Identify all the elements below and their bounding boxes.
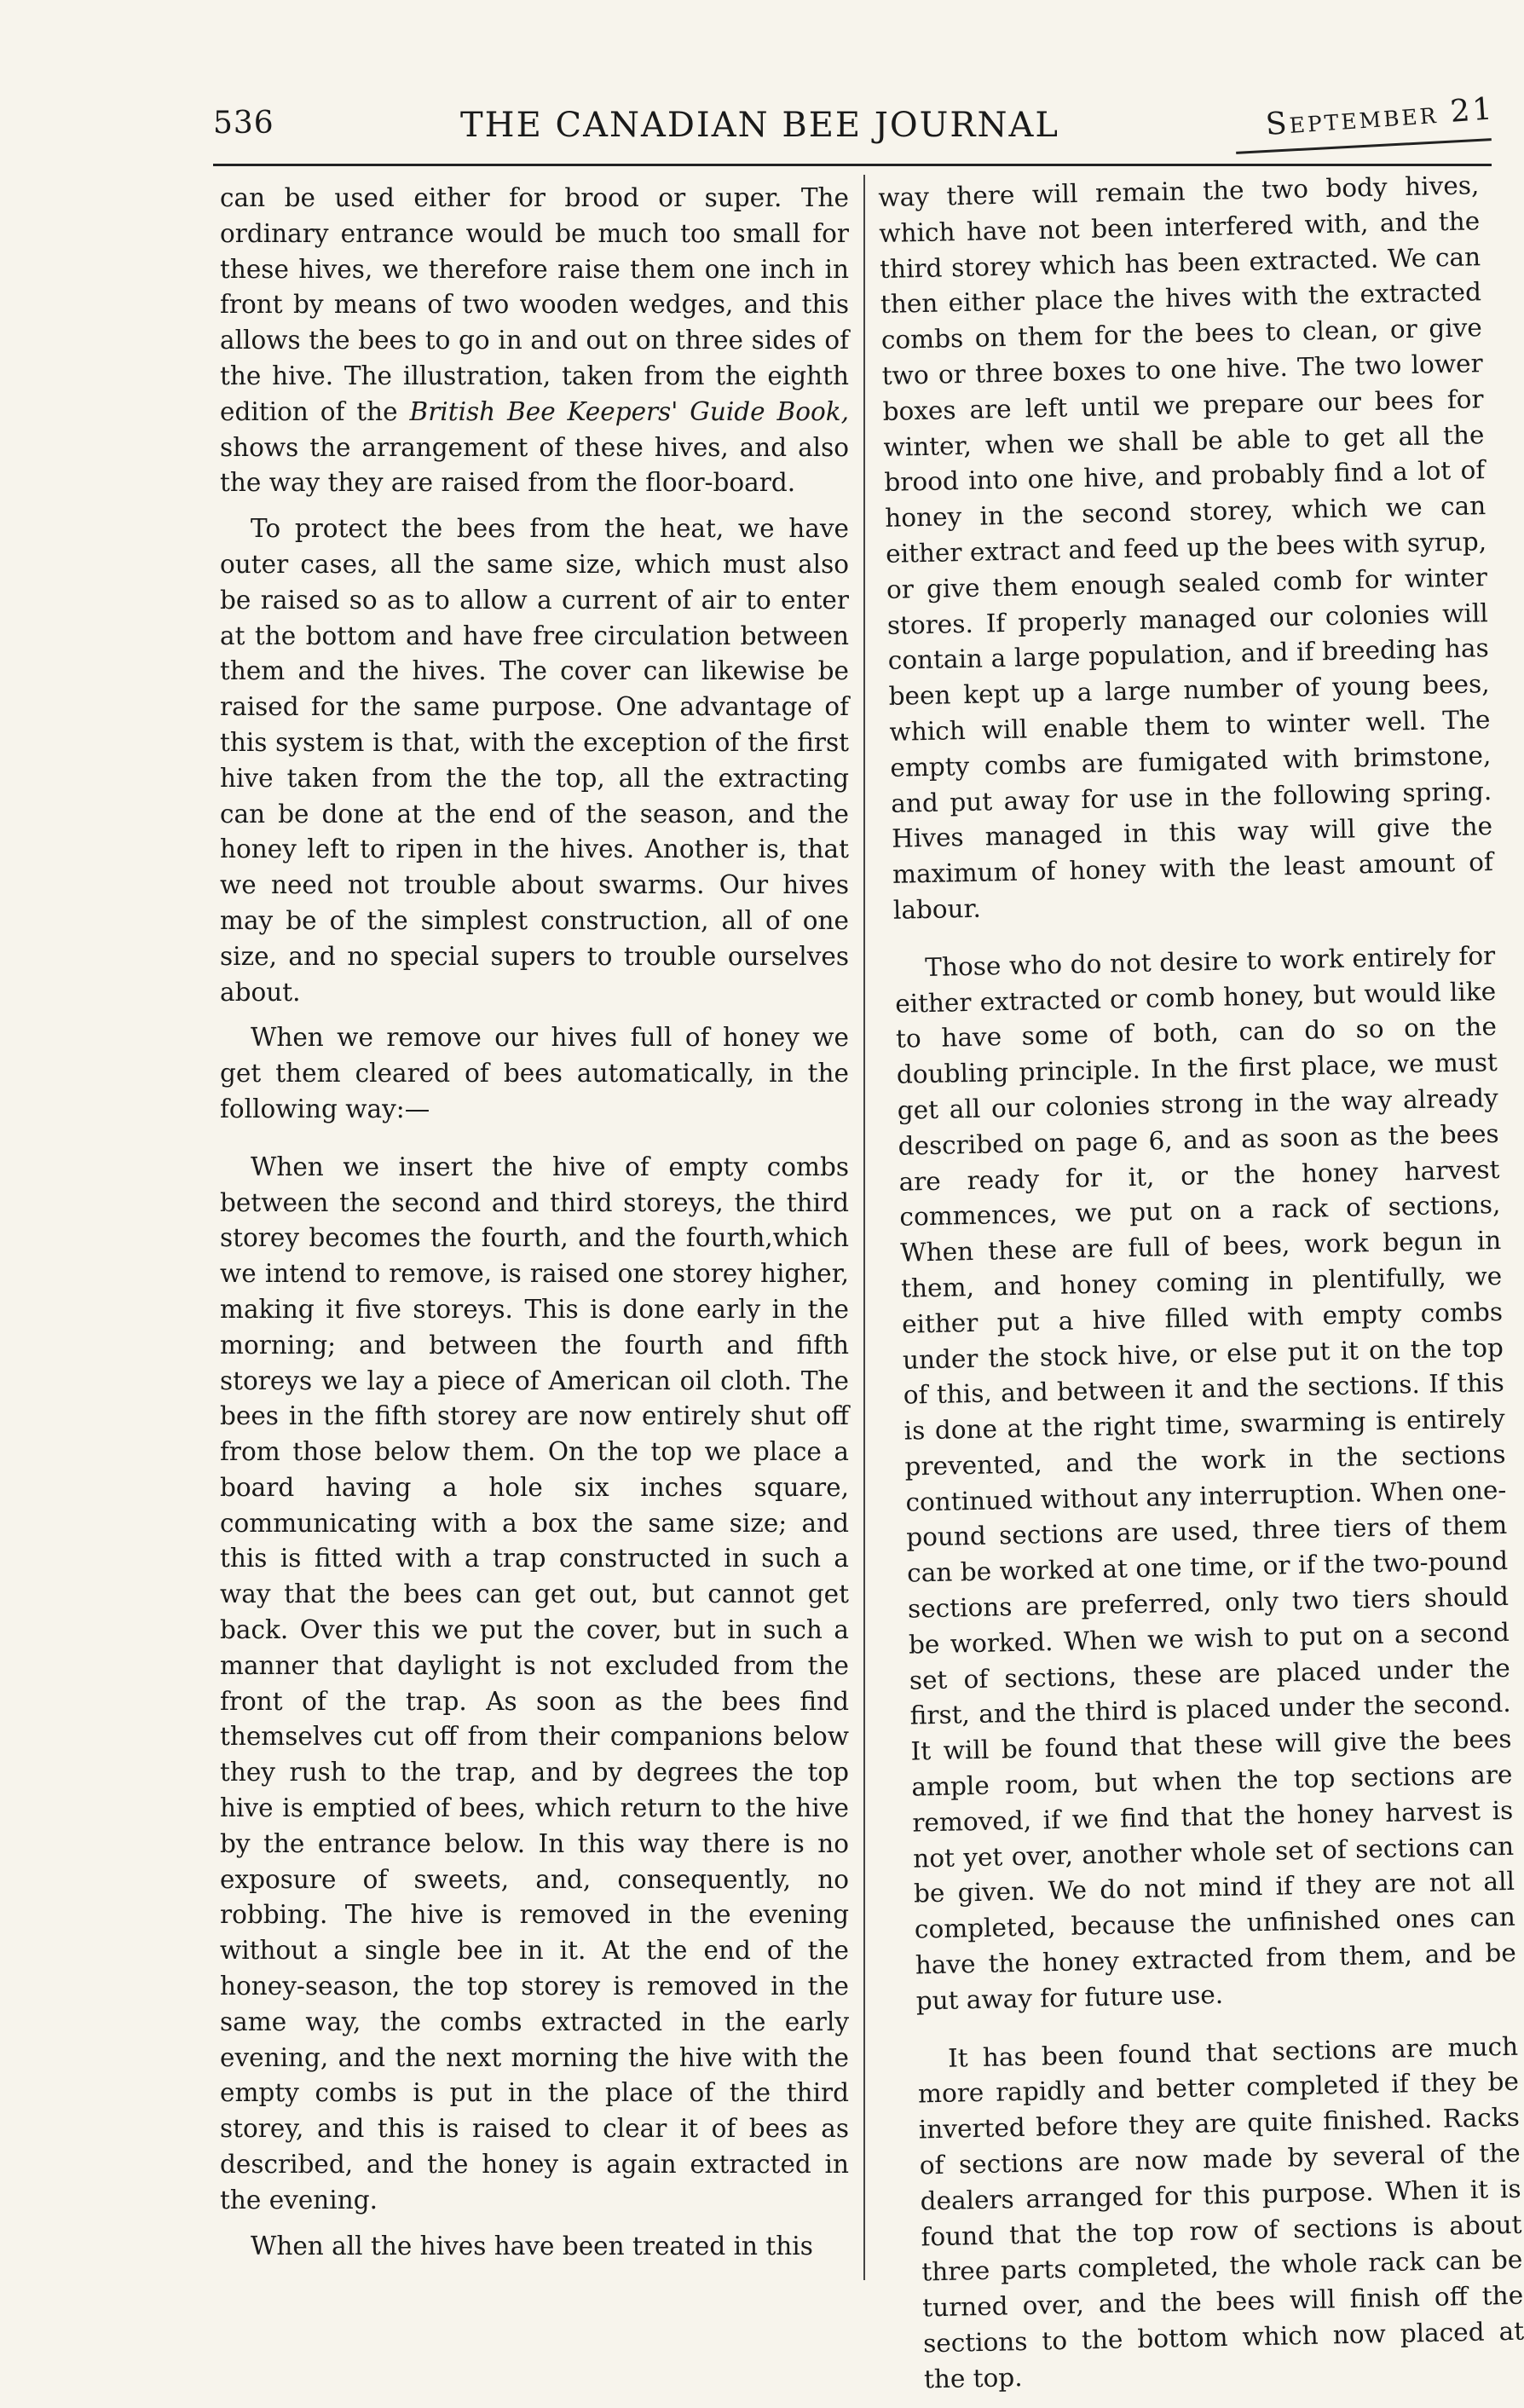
right-paragraph-1: way there will remain the two body hives, which have not been interfered with, and the third storey which has been extracted. We can then either place the hives with the extracted combs on them for the bees to clean, or give two or three boxes to one hive. The two lower boxes are left until we prepare our bees for winter, when we shall be able to get all the brood into one hive, and probably find a lot of honey in the second storey, which we can either extract and feed up the bees with syrup, or give them enough sealed comb for winter stores. If properly managed our colonies will contain a large population, and if breeding has been kept up a large number of young bees, which will enable them to winter well. The empty combs are fumigated with brimstone, and put away for use in the following spring. Hives managed in this way will give the maximum of honey with the least amount of labour.: [878, 170, 1494, 925]
left-column: [220, 181, 849, 2274]
left-paragraph-2: To protect the bees from the heat, we have outer cases, all the same size, which must also be raised so as to allow a current of air to enter at the bottom and have free circulation between them and the hives. The cover can likewise be raised for the same purpose. One advantage of this system is that, with the exception of the first hive taken from the the top, all the extracting can be done at the end of the season, and the honey left to ripen in the hives. Another is, that we need not trouble about swarms. Our hives may be of the simplest construction, all of one size, and no special supers to trouble ourselves about.: [220, 514, 849, 1007]
page-header: [213, 91, 1496, 153]
issue-date: September 21: [1264, 91, 1496, 142]
left-paragraph-1: can be used either for brood or super. The ordinary entrance would be much too small for these hives, we therefore raise them one inch in front by means of two wooden wedges, and this allows the bees to go in and out on three sides of the hive. The illustration, taken from the eighth edition of the British Bee Keepers' Guide Book, shows the arrangement of these hives, and also the way they are raised from the floor-board.: [220, 183, 849, 498]
right-paragraph-2: Those who do not desire to work entirely for either extracted or comb honey, but would like to have some of both, can do so on the doubling principle. In the first place, we must get all our colonies strong in the way already described on page 6, and as soon as the bees are ready for it, or the honey harvest commences, we put on a rack of sections, When these are full of bees, work begun in them, and honey coming in plentifully, we either put a hive filled with empty combs under the stock hive, or else put it on the top of this, and between it and the sections. If this is done at the right time, swarming is entirely prevented, and the work in the sections continued without any interruption. When one-pound sections are used, three tiers of them can be worked at one time, or if the two-pound sections are preferred, only two tiers should be worked. When we wish to put on a second set of sections, these are placed under the first, and the third is placed under the second. It will be found that these will give the bees ample room, but when the top sections are removed, if we find that the honey harvest is not yet over, another whole set of sections can be given. We do not mind if they are not all completed, because the unfinished ones can have the honey extracted from them, and be put away for future use.: [894, 940, 1517, 2016]
left-paragraph-5: When all the hives have been treated in this: [251, 2231, 813, 2261]
right-paragraph-3: It has been found that sections are much more rapidly and better completed if they be inverted before they are quite finished. Racks of sections are now made by several of the dealers arranged for this purpose. When it is found that the top row of sections is about three parts completed, the whole rack can be turned over, and the bees will finish off the sections to the bottom which now placed at the top.: [917, 2031, 1524, 2394]
left-paragraph-4: When we insert the hive of empty combs between the second and third storeys, the third storey becomes the fourth, and the fourth,which we intend to remove, is raised one storey higher, making it five storeys. This is done early in the morning; and between the fourth and fifth storeys we lay a piece of American oil cloth. The bees in the fifth storey are now entirely shut off from those below them. On the top we place a board having a hole six inches square, communicating with a box the same size; and this is fitted with a trap constructed in such a way that the bees can get out, but cannot get back. Over this we put the cover, but in such a manner that daylight is not excluded from the front of the trap. As soon as the bees find themselves cut off from their companions below they rush to the trap, and by degrees the top hive is emptied of bees, which return to the hive by the entrance below. In this way there is no exposure of sweets, and, consequently, no robbing. The hive is removed in the evening without a single bee in it. At the end of the honey-season, the top storey is removed in the same way, the combs extracted in the early evening, and the next morning the hive with the empty combs is put in the place of the third storey, and this is raised to clear it of bees as described, and the honey is again extracted in the evening.: [220, 1152, 849, 2215]
book-title: British Bee Keepers' Guide Book,: [409, 396, 849, 426]
right-column: [878, 168, 1524, 2408]
column-divider: [863, 175, 865, 2280]
header-rule: [213, 164, 1492, 166]
left-paragraph-3: When we remove our hives full of honey we get them cleared of bees automatically, in the following way:—: [220, 1023, 849, 1123]
page-number: 536: [213, 106, 274, 141]
journal-title: THE CANADIAN BEE JOURNAL: [460, 106, 1059, 145]
